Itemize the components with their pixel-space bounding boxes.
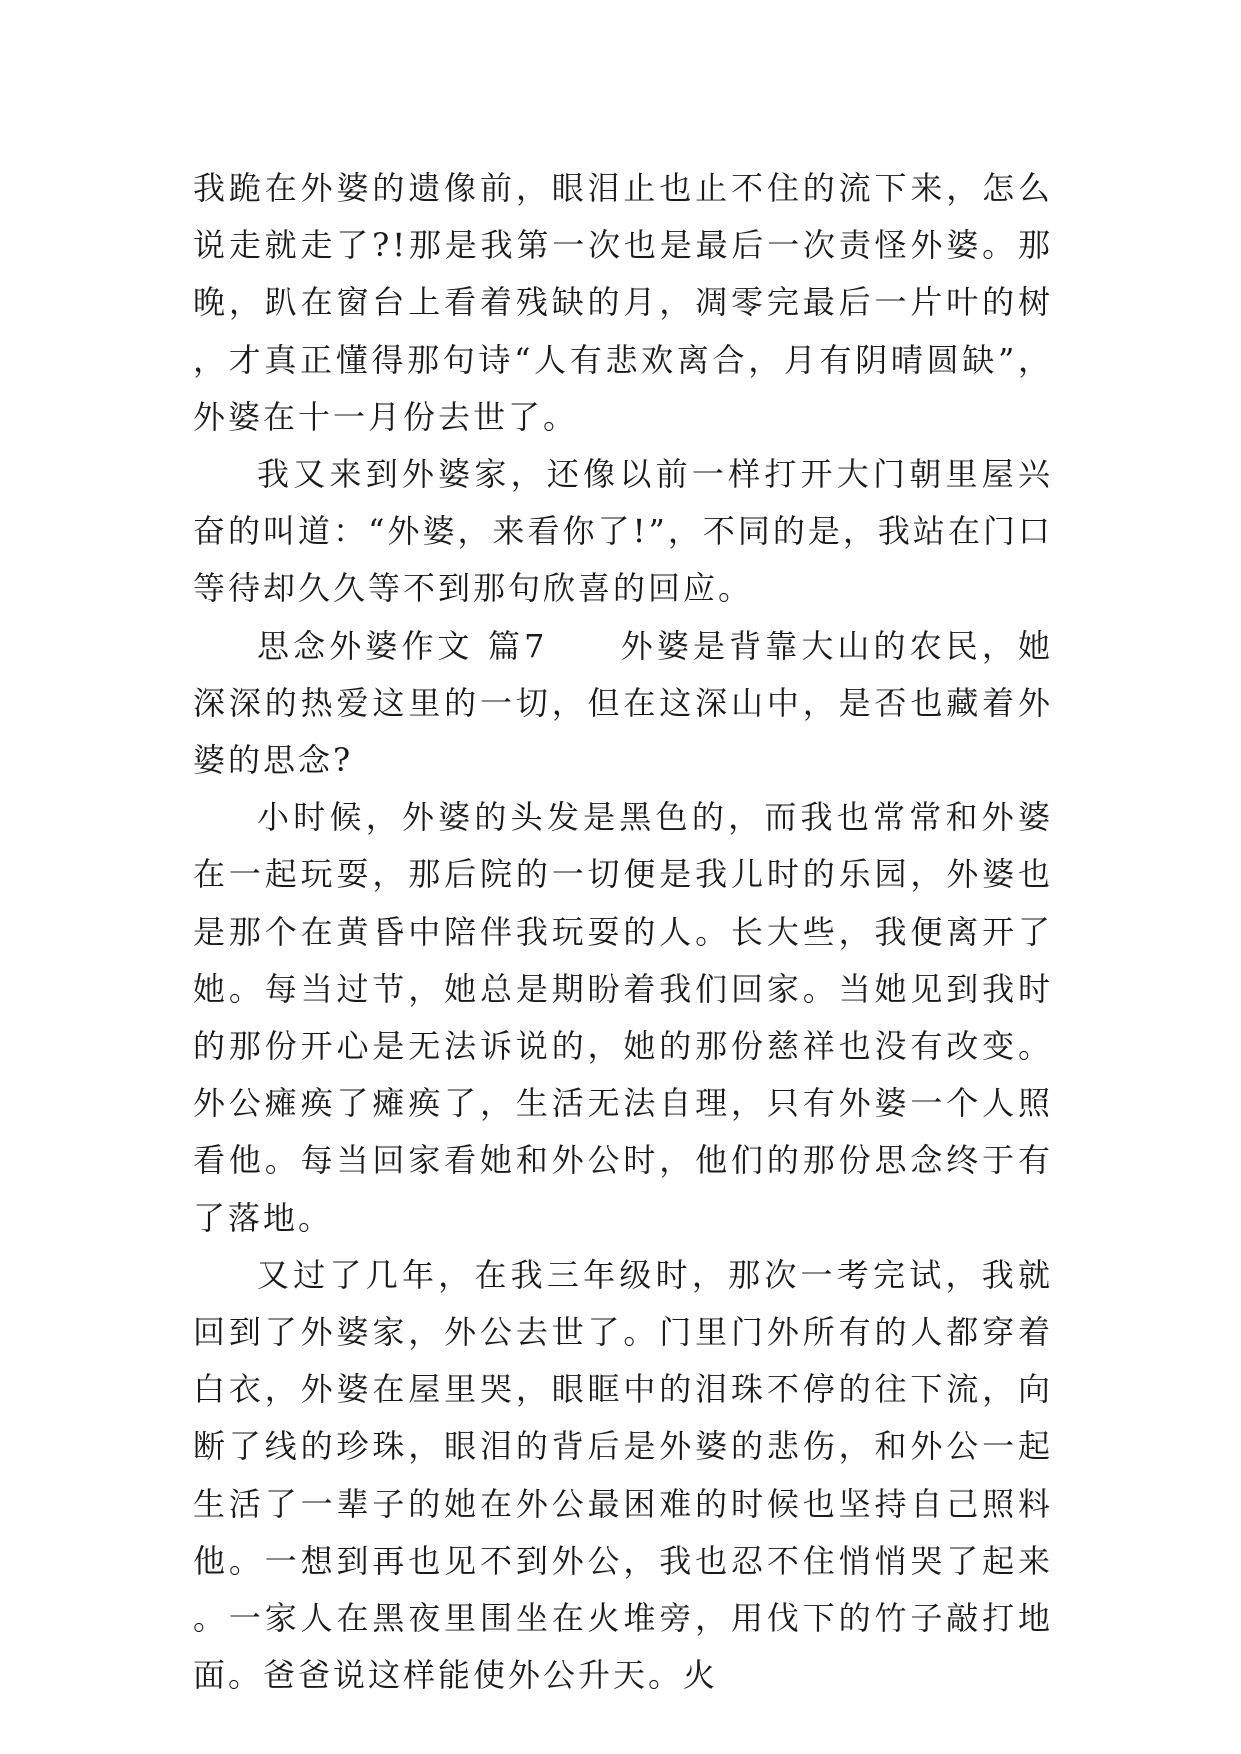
body-text [193,160,1053,1704]
paragraph-3: 思念外婆作文 篇7 外婆是背靠大山的农民，她深深的热爱这里的一切，但在这深山中，是否也藏着外婆的思念? [193,626,1053,780]
paragraph-5: 又过了几年，在我三年级时，那次一考完试，我就回到了外婆家，外公去世了。门里门外所有的人都穿着白衣，外婆在屋里哭，眼眶中的泪珠不停的往下流，向断了线的珍珠，眼泪的背后是外婆的悲伤，和外公一起生活了一辈子的她在外公最困难的时候也坚持自己照料他。一想到再也见不到外公，我也忍不住悄悄哭了起来。一家人在黑夜里围坐在火堆旁，用伐下的竹子敲打地面。爸爸说这样能使外公升天。火 [193,1255,1053,1695]
paragraph-2: 我又来到外婆家，还像以前一样打开大门朝里屋兴奋的叫道：“外婆，来看你了!”，不同的是，我站在门口等待却久久等不到那句欣喜的回应。 [193,455,1053,608]
paragraph-4: 小时候，外婆的头发是黑色的，而我也常常和外婆在一起玩耍，那后院的一切便是我儿时的乐园，外婆也是那个在黄昏中陪伴我玩耍的人。长大些，我便离开了她。每当过节，她总是期盼着我们回家。当她见到我时的那份开心是无法诉说的，她的那份慈祥也没有改变。外公瘫痪了瘫痪了，生活无法自理，只有外婆一个人照看他。每当回家看她和外公时，他们的那份思念终于有了落地。 [193,798,1053,1237]
paragraph-1: 我跪在外婆的遗像前，眼泪止也止不住的流下来，怎么说走就走了?!那是我第一次也是最后一次责怪外婆。那晚，趴在窗台上看着残缺的月，凋零完最后一片叶的树，才真正懂得那句诗“人有悲欢离合，月有阴晴圆缺”，外婆在十一月份去世了。 [193,169,1053,436]
